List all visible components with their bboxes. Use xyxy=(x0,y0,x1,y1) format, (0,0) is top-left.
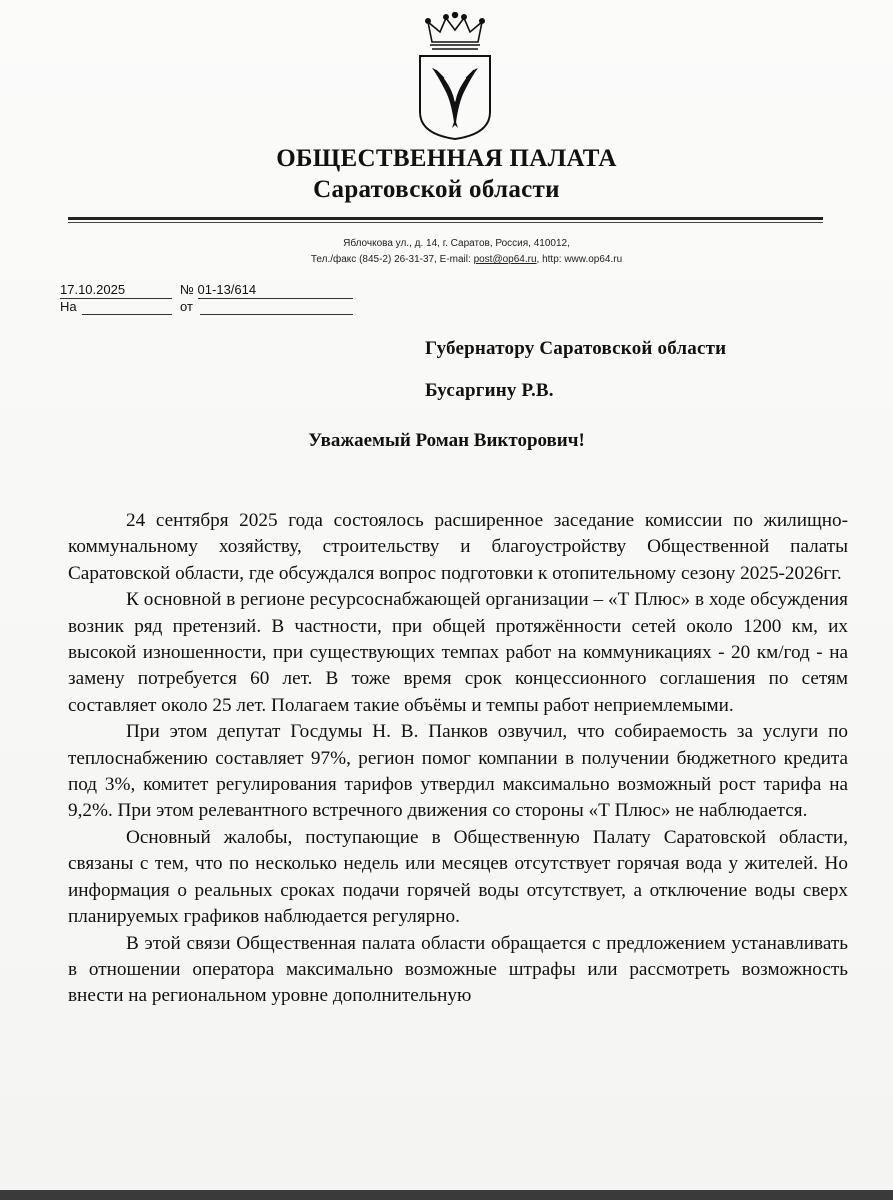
letter-number: № 01-13/614 xyxy=(180,282,257,297)
org-title-line2: Саратовской области xyxy=(313,176,560,203)
recipient-position: Губернатору Саратовской области xyxy=(425,338,727,359)
from-underline xyxy=(200,314,353,315)
contacts-line xyxy=(20,254,893,265)
on-underline xyxy=(82,314,172,315)
address-line: Яблочкова ул., д. 14, г. Саратов, Россия, 410012, xyxy=(343,238,570,249)
letter-body xyxy=(68,508,848,1010)
org-title-line1: ОБЩЕСТВЕННАЯ ПАЛАТА xyxy=(276,145,617,172)
contacts-suffix: , http: www.op64.ru xyxy=(536,254,623,265)
recipient-name: Бусаргину Р.В. xyxy=(425,380,554,401)
saratov-coat-of-arms-icon xyxy=(410,12,500,142)
header-divider-thin xyxy=(68,222,823,223)
email-link[interactable]: post@op64.ru xyxy=(473,254,537,265)
salutation: Уважаемый Роман Викторович! xyxy=(308,430,585,451)
paragraph-3: При этом депутат Госдумы Н. В. Панков озвучил, что собираемость за услуги по теплоснабжению составляет 97%, регион помог компании в получении бюджетного кредита под 3%, комитет регулирования тарифов утвердил максимально возможный рост тарифа на 9,2%. При этом релевантного встречного движения со стороны «Т Плюс» не наблюдается. xyxy=(68,721,848,822)
number-underline xyxy=(198,298,353,299)
paragraph-5: В этой связи Общественная палата области обращается с предложением устанавливать в отношении оператора максимально возможные штрафы или рассмотреть возможность внести на региональном уровне дополнительную xyxy=(68,932,848,1007)
paragraph-1: 24 сентября 2025 года состоялось расширенное заседание комиссии по жилищно-коммунальному хозяйству, строительству и благоустройству Общественной палаты Саратовской области, где обсуждался вопрос подготовки к отопительному сезону 2025-2026гг. xyxy=(68,510,848,584)
contacts-prefix: Тел./факс (845-2) 26-31-37, E-mail: xyxy=(310,254,474,265)
paragraph-4: Основный жалобы, поступающие в Общественную Палату Саратовской области, связаны с тем, что по несколько недель или месяцев отсутствует горячая вода у жителей. Но информация о реальных сроках подачи горячей воды отсутствует, а отключение воды сверх планируемых графиков наблюдается регулярно. xyxy=(68,826,848,928)
from-label: от xyxy=(180,299,193,314)
header-divider-thick xyxy=(68,217,823,220)
page-edge-shadow xyxy=(0,1190,893,1200)
letter-date: 17.10.2025 xyxy=(60,282,126,297)
on-label: На xyxy=(60,299,77,314)
paragraph-2: К основной в регионе ресурсоснабжающей организации – «Т Плюс» в ходе обсуждения возник ряд претензий. В частности, при общей протяжённости сетей около 1200 км, их высокой изношенности, при существующих темпах работ на коммуникациях - 20 км/год - на замену потребуется 60 лет. В тоже время срок концессионного соглашения по сетям составляет около 25 лет. Полагаем такие объёмы и темпы работ неприемлемыми. xyxy=(68,589,848,716)
